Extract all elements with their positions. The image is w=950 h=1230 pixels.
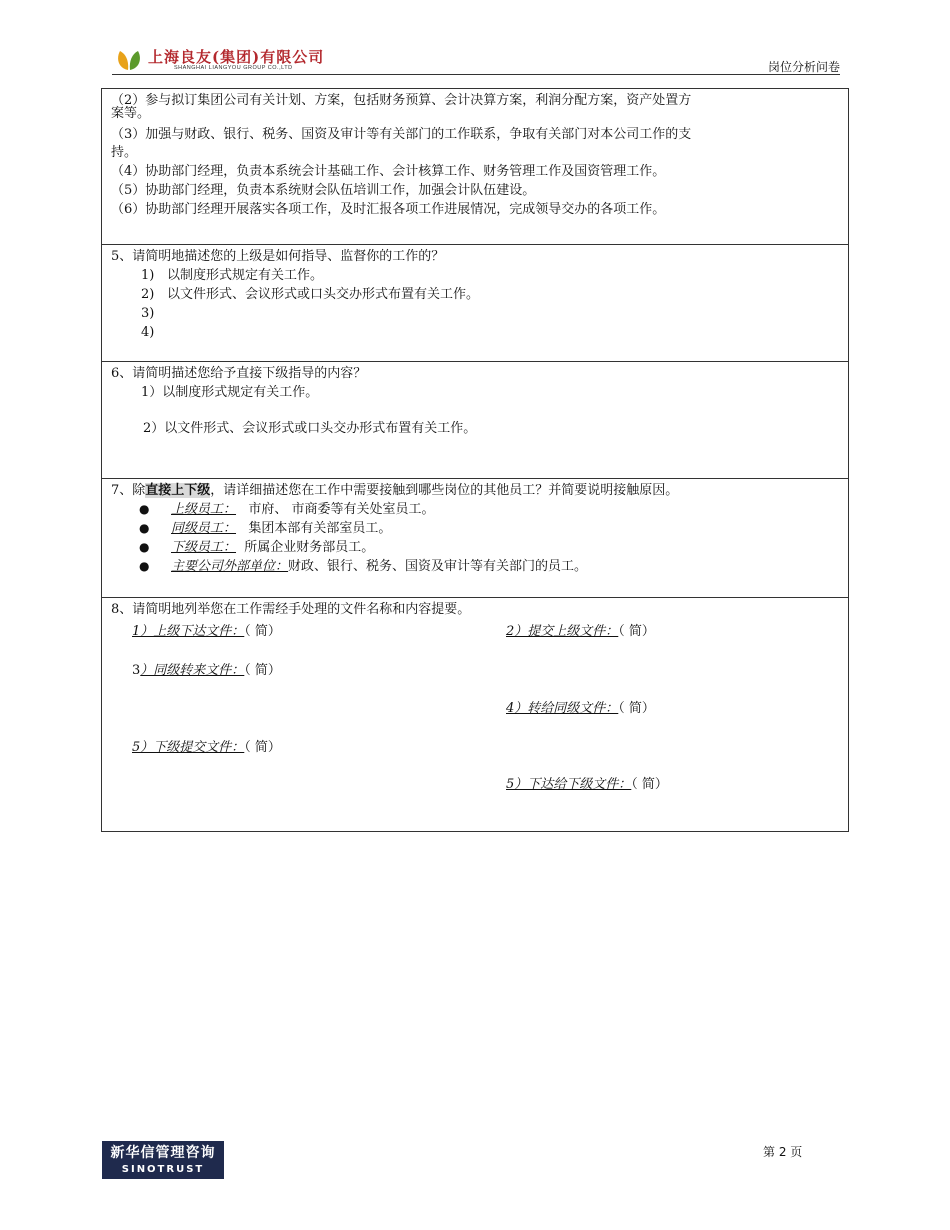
bullet-dot-icon: ●: [139, 521, 150, 535]
doc-item-label: 5）下达给下级文件：: [506, 777, 632, 792]
q8-question: 8、请简明地列举您在工作需经手处理的文件名称和内容提要。: [111, 602, 471, 617]
q5-item: [111, 304, 840, 323]
doc-item-label: 4）转给同级文件：: [506, 701, 619, 716]
doc-item-label: 5）下级提交文件：: [132, 740, 245, 755]
doc-item-label: 1）上级下达文件：: [132, 624, 245, 639]
q7-bullet-text: 所属企业财务部员工。: [236, 540, 375, 555]
q5-item-num: 1): [141, 268, 155, 283]
q7-bullet-text: 集团本部有关部室员工。: [236, 521, 392, 536]
q7-bullet-label: 同级员工：: [171, 521, 237, 536]
q6-cell: [102, 361, 848, 478]
company-name-cn: 上海良友(集团)有限公司: [148, 48, 325, 66]
q5-item-text: 以文件形式、会议形式或口头交办形式布置有关工作。: [167, 287, 480, 302]
doc-item: [506, 775, 668, 794]
doc-item-note: （ 简）: [244, 624, 281, 639]
q5-question: 5、请简明地描述您的上级是如何指导、监督你的工作的？: [111, 249, 445, 264]
sinotrust-logo: [102, 1141, 224, 1179]
q7-bullet-label: 主要公司外部单位：: [171, 559, 289, 574]
doc-item-label: ）同级转来文件：: [140, 663, 245, 678]
q7-cell: [102, 478, 848, 597]
bullet-dot-icon: ●: [139, 540, 150, 554]
q6-question: 6、请简明描述您给予直接下级指导的内容？: [111, 366, 367, 381]
q5-item: [111, 323, 840, 342]
page-number: 第 2 页: [763, 1145, 803, 1159]
q7-highlight: 直接上下级: [145, 483, 211, 498]
doc-item: [132, 738, 281, 757]
doc-item: [132, 661, 281, 680]
bullet-dot-icon: ●: [139, 559, 150, 573]
doc-item: [132, 622, 281, 641]
doc-item: [506, 622, 655, 641]
q7-bullet: [111, 519, 840, 538]
duty-line: （3）加强与财政、银行、税务、国资及审计等有关部门的工作联系，争取有关部门对本公司工作的支: [111, 127, 692, 142]
q5-item: [111, 285, 840, 304]
q7-bullet: [111, 500, 840, 519]
q7-bullet: [111, 538, 840, 557]
duty-line: （4）协助部门经理，负责本系统会计基础工作、会计核算工作、财务管理工作及国资管理工作。: [111, 164, 666, 179]
q8-cell: [102, 597, 848, 831]
duty-line: 案等。: [111, 106, 151, 121]
doc-item-label: 2）提交上级文件：: [506, 624, 619, 639]
doc-item-note: （ 简）: [631, 777, 668, 792]
doc-item-note: （ 简）: [244, 740, 281, 755]
bullet-dot-icon: ●: [139, 502, 150, 516]
q5-item-num: 3): [141, 306, 155, 321]
document-title: 岗位分析问卷: [767, 60, 840, 74]
duty-line: （2）参与拟订集团公司有关计划、方案，包括财务预算、会计决算方案，利润分配方案，资产处置方: [111, 93, 692, 108]
q7-bullet-text: 财政、银行、税务、国资及审计等有关部门的员工。: [288, 559, 588, 574]
q7-question-post: ，请详细描述您在工作中需要接触到哪些岗位的其他员工？并简要说明接触原因。: [210, 483, 679, 498]
q7-bullet-text: 市府、 市商委等有关处室员工。: [236, 502, 435, 517]
q6-item: 1）以制度形式规定有关工作。: [141, 385, 319, 400]
q7-bullet-label: 下级员工：: [171, 540, 237, 555]
q6-item: 2）以文件形式、会议形式或口头交办形式布置有关工作。: [143, 421, 477, 436]
questionnaire-table: [101, 88, 849, 832]
q5-item-text: 以制度形式规定有关工作。: [167, 268, 324, 283]
duties-cell: [102, 89, 848, 244]
doc-item: [506, 699, 655, 718]
duty-line: （6）协助部门经理开展落实各项工作，及时汇报各项工作进展情况，完成领导交办的各项工作。: [111, 202, 666, 217]
footer-logo-en: SINOTRUST: [121, 1164, 205, 1175]
doc-item-note: （ 简）: [618, 624, 655, 639]
q5-cell: [102, 244, 848, 361]
q7-bullet-label: 上级员工：: [171, 502, 237, 517]
q7-question: [111, 481, 840, 500]
q5-item-num: 2): [141, 287, 155, 302]
doc-item-note: （ 简）: [618, 701, 655, 716]
q5-item-num: 4): [141, 325, 155, 340]
leaf-logo-icon: [116, 48, 142, 72]
footer-logo-cn: 新华信管理咨询: [110, 1145, 216, 1161]
company-name-en: SHANGHAI LIANGYOU GROUP CO.,LTD: [174, 65, 293, 71]
q7-bullet: [111, 557, 840, 576]
page-header: [112, 44, 840, 75]
duty-line: （5）协助部门经理，负责本系统财会队伍培训工作，加强会计队伍建设。: [111, 183, 536, 198]
duty-line: 持。: [111, 145, 138, 160]
doc-item-prefix: 3: [132, 663, 141, 678]
q5-item: [111, 266, 840, 285]
doc-item-note: （ 简）: [244, 663, 281, 678]
q7-question-pre: 7、除: [111, 483, 146, 498]
